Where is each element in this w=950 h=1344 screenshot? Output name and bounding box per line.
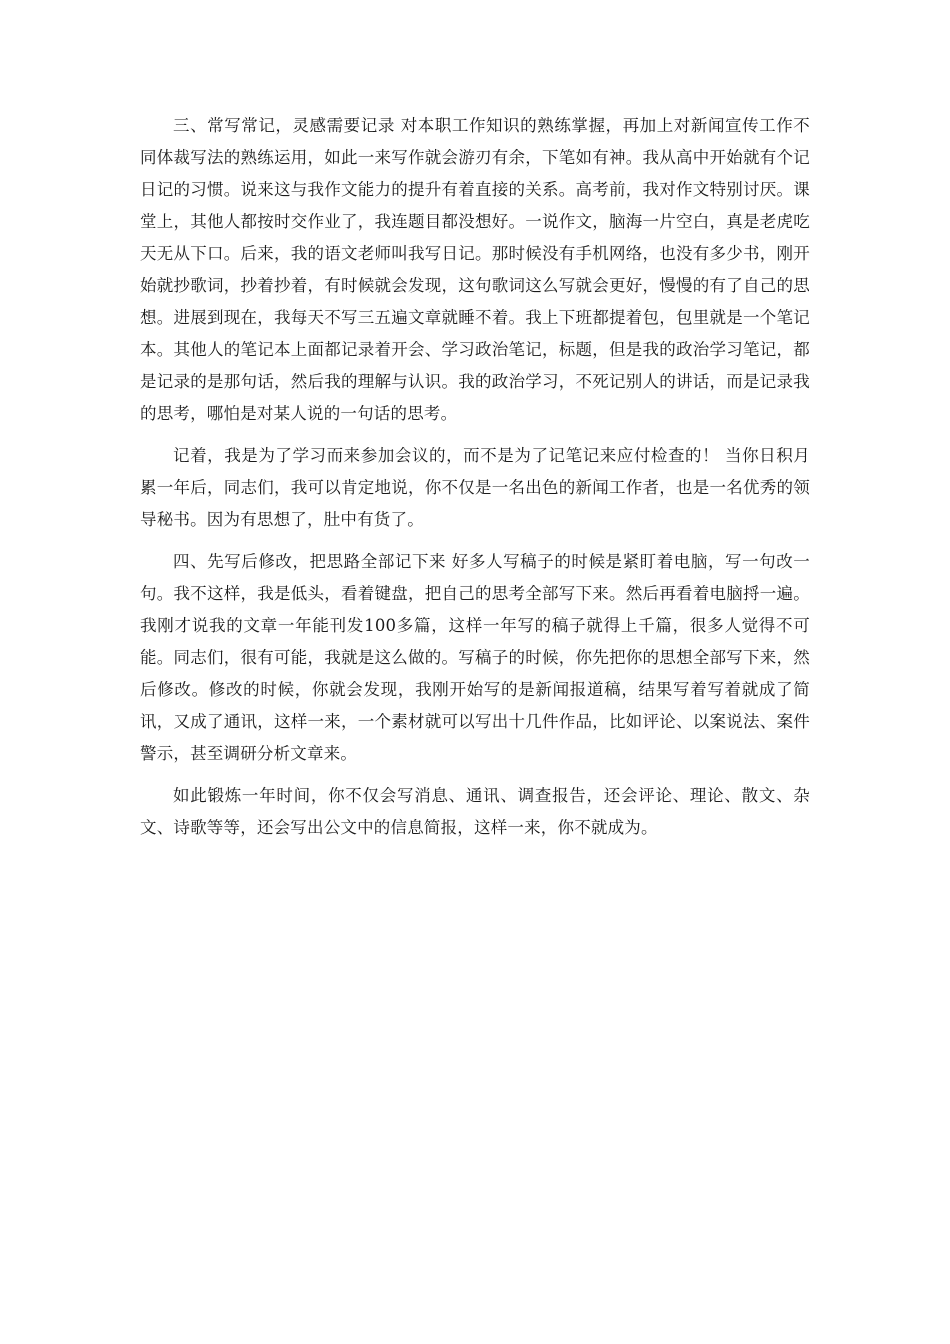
document-body [140,110,810,854]
paragraph-meeting-notes: 记着，我是为了学习而来参加会议的，而不是为了记笔记来应付检查的！ 当你日积月累一年后，同志们，我可以肯定地说，你不仅是一名出色的新闻工作者，也是一名优秀的领导秘书。因为有思想了，肚中有货了。 [140,446,810,529]
paragraph-write-then-revise: 四、先写后修改，把思路全部记下来 好多人写稿子的时候是紧盯着电脑，写一句改一句。我不这样，我是低头，看着键盘，把自己的思考全部写下来。然后再看着电脑捋一遍。我刚才说我的文章一年能刊发100多篇，这样一年写的稿子就得上千篇，很多人觉得不可能。同志们，很有可能，我就是这么做的。写稿子的时候，你先把你的思想全部写下来，然后修改。修改的时候，你就会发现，我刚开始写的是新闻报道稿，结果写着写着就成了简讯，又成了通讯，这样一来，一个素材就可以写出十几件作品，比如评论、以案说法、案件警示，甚至调研分析文章来。 [140,552,810,763]
paragraph-note-taking: 三、常写常记，灵感需要记录 对本职工作知识的熟练掌握，再加上对新闻宣传工作不同体裁写法的熟练运用，如此一来写作就会游刃有余，下笔如有神。我从高中开始就有个记日记的习惯。说来这与我作文能力的提升有着直接的关系。高考前，我对作文特别讨厌。课堂上，其他人都按时交作业了，我连题目都没想好。一说作文，脑海一片空白，真是老虎吃天无从下口。后来，我的语文老师叫我写日记。那时候没有手机网络，也没有多少书，刚开始就抄歌词，抄着抄着，有时候就会发现，这句歌词这么写就会更好，慢慢的有了自己的思想。进展到现在，我每天不写三五遍文章就睡不着。我上下班都提着包，包里就是一个笔记本。其他人的笔记本上面都记录着开会、学习政治笔记，标题，但是我的政治学习笔记，都是记录的是那句话，然后我的理解与认识。我的政治学习，不死记别人的讲话，而是记录我的思考，哪怕是对某人说的一句话的思考。 [140,116,810,423]
paragraph-one-year-practice: 如此锻炼一年时间，你不仅会写消息、通讯、调查报告，还会评论、理论、散文、杂文、诗歌等等，还会写出公文中的信息简报，这样一来，你不就成为。 [140,786,810,837]
